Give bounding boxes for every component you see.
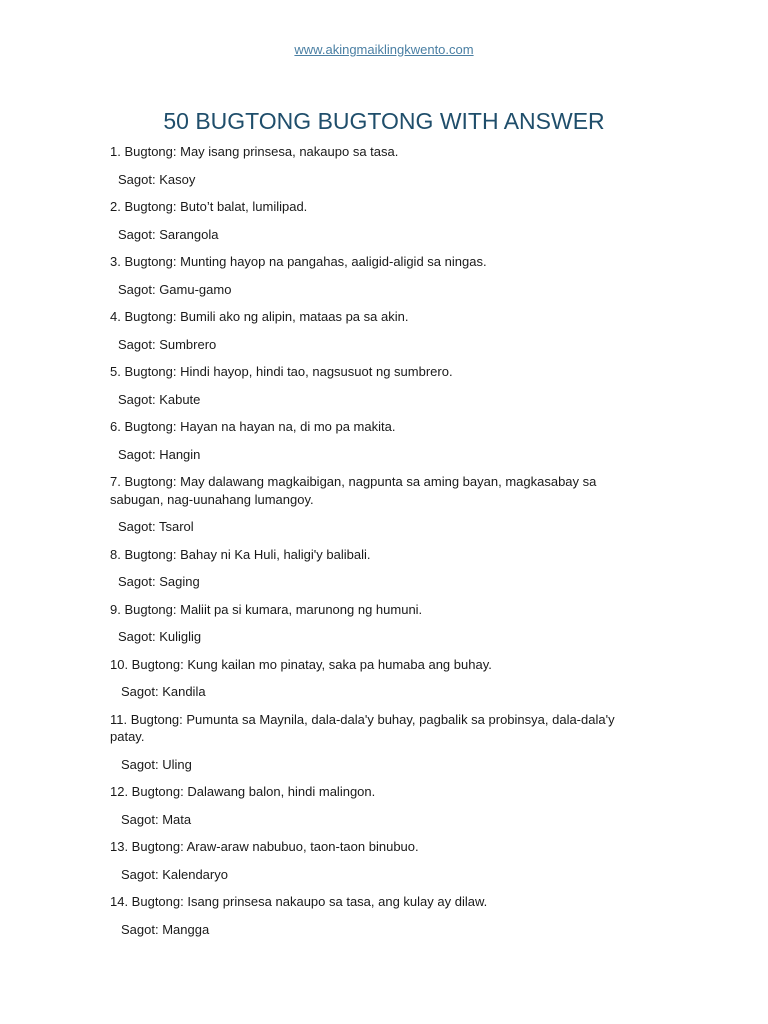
list-item: [110, 783, 650, 828]
riddle-question: 12. Bugtong: Dalawang balon, hindi malingon.: [110, 784, 376, 799]
riddle-question: 13. Bugtong: Araw-araw nabubuo, taon-taon binubuo.: [110, 839, 419, 854]
riddle-list: [110, 143, 650, 948]
list-item: [110, 473, 650, 536]
page-title: 50 BUGTONG BUGTONG WITH ANSWER: [163, 108, 605, 134]
riddle-answer: Sagot: Sarangola: [118, 226, 219, 242]
list-item: [110, 198, 650, 243]
riddle-answer: Sagot: Sumbrero: [118, 336, 217, 352]
list-item: [110, 253, 650, 298]
riddle-question: 4. Bugtong: Bumili ako ng alipin, mataas pa sa akin.: [110, 309, 409, 324]
riddle-answer: Sagot: Kandila: [121, 684, 206, 699]
riddle-answer: Sagot: Gamu-gamo: [118, 281, 232, 297]
riddle-question: 2. Bugtong: Buto’t balat, lumilipad.: [110, 199, 308, 214]
list-item: [110, 601, 650, 646]
riddle-question: 7. Bugtong: May dalawang magkaibigan, nagpunta sa aming bayan, magkasabay sa sabugan, nag-uunahang lumangoy.: [110, 474, 597, 507]
riddle-answer: Sagot: Kabute: [118, 391, 201, 407]
riddle-answer: Sagot: Kalendaryo: [121, 866, 228, 882]
riddle-answer: Sagot: Tsarol: [118, 519, 194, 534]
list-item: [110, 838, 650, 883]
riddle-question: 1. Bugtong: May isang prinsesa, nakaupo sa tasa.: [110, 144, 399, 159]
riddle-question: 6. Bugtong: Hayan na hayan na, di mo pa makita.: [110, 419, 396, 434]
riddle-question: 5. Bugtong: Hindi hayop, hindi tao, nagsusuot ng sumbrero.: [110, 364, 453, 379]
list-item: [110, 711, 650, 774]
list-item: [110, 363, 650, 408]
riddle-answer: Sagot: Uling: [121, 756, 192, 772]
list-item: [110, 143, 650, 188]
riddle-question: 10. Bugtong: Kung kailan mo pinatay, saka pa humaba ang buhay.: [110, 656, 492, 672]
riddle-answer: Sagot: Mangga: [121, 921, 210, 937]
riddle-answer: Sagot: Kasoy: [118, 171, 196, 187]
list-item: [110, 656, 650, 701]
list-item: [110, 893, 650, 938]
riddle-question: 8. Bugtong: Bahay ni Ka Huli, haligi'y balibali.: [110, 546, 371, 562]
list-item: [110, 418, 650, 463]
riddle-answer: Sagot: Kuliglig: [118, 629, 202, 644]
riddle-answer: Sagot: Saging: [118, 574, 200, 589]
website-link[interactable]: www.akingmaiklingkwento.com: [294, 42, 474, 57]
riddle-question: 3. Bugtong: Munting hayop na pangahas, aaligid-aligid sa ningas.: [110, 254, 487, 269]
riddle-question: 14. Bugtong: Isang prinsesa nakaupo sa tasa, ang kulay ay dilaw.: [110, 894, 488, 909]
list-item: [110, 308, 650, 353]
riddle-answer: Sagot: Hangin: [118, 446, 201, 462]
list-item: [110, 546, 650, 591]
riddle-answer: Sagot: Mata: [121, 811, 192, 827]
riddle-question: 11. Bugtong: Pumunta sa Maynila, dala-dala'y buhay, pagbalik sa probinsya, dala-dala'y patay.: [110, 711, 615, 744]
riddle-question: 9. Bugtong: Maliit pa si kumara, marunong ng humuni.: [110, 601, 423, 617]
